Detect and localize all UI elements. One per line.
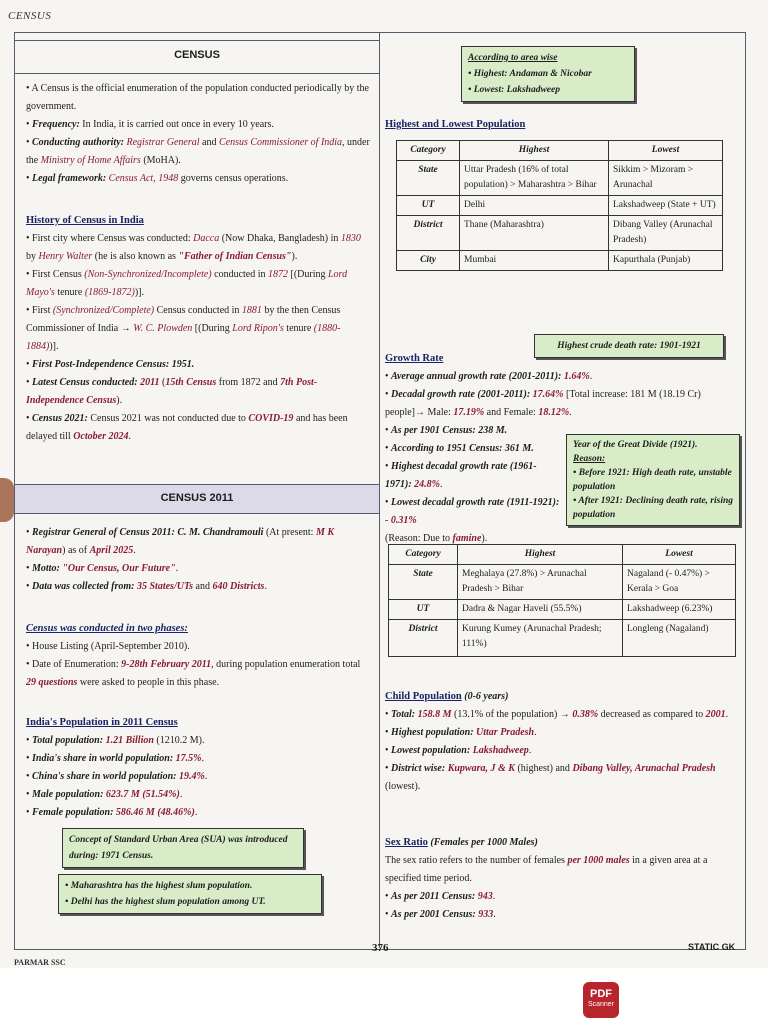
population-item: • Total population: 1.21 Billion (1210.2 M). bbox=[26, 735, 205, 746]
area-wise-note: According to area wise • Highest: Andaman & Nicobar • Lowest: Lakshadweep bbox=[461, 46, 635, 102]
child-item: • District wise: Kupwara, J & K (highest) and Dibang Valley, Arunachal Pradesh (lowest). bbox=[385, 763, 716, 792]
slum-note: • Maharashtra has the highest slum population. • Delhi has the highest slum population among UT. bbox=[58, 874, 322, 914]
history-section bbox=[26, 212, 372, 446]
table-row: City Mumbai Kapurthala (Punjab) bbox=[397, 251, 723, 271]
growth-item: • According to 1951 Census: 361 M. bbox=[385, 443, 534, 454]
table-row: UT Delhi Lakshadweep (State + UT) bbox=[397, 196, 723, 216]
growth-item: • As per 1901 Census: 238 M. bbox=[385, 425, 508, 436]
child-item: • Lowest population: Lakshadweep. bbox=[385, 745, 532, 756]
sex-ratio-item: The sex ratio refers to the number of females per 1000 males in a given area at a specified time period. bbox=[385, 855, 708, 884]
population-section bbox=[26, 714, 372, 822]
census-2011-item: • Registrar General of Census 2011: C. M. Chandramouli (At present: M K Narayan) as of April 2025. bbox=[26, 527, 335, 556]
table-header: Highest bbox=[460, 141, 609, 161]
population-item: • China's share in world population: 19.4%. bbox=[26, 771, 208, 782]
census-header: CENSUS bbox=[14, 40, 380, 74]
thumb-shadow bbox=[0, 478, 14, 522]
history-item: • First Post-Independence Census: 1951. bbox=[26, 359, 195, 370]
census-2011-facts bbox=[26, 524, 372, 596]
child-item: • Total: 158.8 M (13.1% of the population) → 0.38% decreased as compared to 2001. bbox=[385, 709, 729, 720]
population-item: • India's share in world population: 17.5%. bbox=[26, 753, 205, 764]
child-population-section bbox=[385, 688, 741, 796]
table-row: District Kurung Kumey (Arunachal Pradesh; 111%) Longleng (Nagaland) bbox=[389, 620, 736, 657]
table-header: Lowest bbox=[609, 141, 723, 161]
phase-item: • House Listing (April-September 2010). bbox=[26, 641, 190, 652]
growth-title: Growth Rate bbox=[385, 353, 444, 364]
history-item: • Census 2021: Census 2021 was not conducted due to COVID-19 and has been delayed till October 2024. bbox=[26, 413, 348, 442]
history-item: • Latest Census conducted: 2011 (15th Census from 1872 and 7th Post-Independence Census). bbox=[26, 377, 318, 406]
crude-death-note: Highest crude death rate: 1901-1921 bbox=[534, 334, 724, 358]
pdf-scanner-logo: PDF Scanner bbox=[583, 982, 619, 1018]
great-divide-note: Year of the Great Divide (1921). Reason: • Before 1921: High death rate, unstable population • After 1921: Declining death rate, rising population bbox=[566, 434, 740, 526]
sex-ratio-item: • As per 2001 Census: 933. bbox=[385, 909, 496, 920]
page-number: 376 bbox=[372, 942, 389, 954]
phases-section bbox=[26, 620, 372, 692]
population-item: • Female population: 586.46 M (48.46%). bbox=[26, 807, 198, 818]
sex-ratio-section bbox=[385, 834, 741, 924]
sex-ratio-item: • As per 2011 Census: 943. bbox=[385, 891, 496, 902]
census-intro bbox=[26, 80, 372, 188]
table-header: Category bbox=[389, 545, 458, 565]
growth-table bbox=[388, 544, 736, 657]
history-item: • First (Synchronized/Complete) Census conducted in 1881 by the then Census Commissioner of India → W. C. Plowden [(During Lord Ripon's tenure (1880-1884))]. bbox=[26, 305, 341, 352]
intro-item: • Frequency: In India, it is carried out once in every 10 years. bbox=[26, 119, 274, 130]
growth-item: • Average annual growth rate (2001-2011): 1.64%. bbox=[385, 371, 593, 382]
population-table bbox=[396, 140, 723, 271]
intro-item: • Legal framework: Census Act, 1948 governs census operations. bbox=[26, 173, 289, 184]
intro-item: • A Census is the official enumeration of the population conducted periodically by the government. bbox=[26, 83, 369, 112]
highest-lowest-title: Highest and Lowest Population bbox=[385, 119, 526, 130]
phases-title: Census was conducted in two phases: bbox=[26, 623, 188, 634]
child-item: • Highest population: Uttar Pradesh. bbox=[385, 727, 537, 738]
phase-item: • Date of Enumeration: 9-28th February 2011, during population enumeration total 29 questions were asked to people in this phase. bbox=[26, 659, 361, 688]
growth-item: • Highest decadal growth rate (1961-1971): 24.8%. bbox=[385, 461, 537, 490]
table-row: State Meghalaya (27.8%) > Arunachal Pradesh > Bihar Nagaland (- 0.47%) > Kerala > Goa bbox=[389, 565, 736, 600]
population-title: India's Population in 2011 Census bbox=[26, 717, 178, 728]
census-2011-item: • Motto: "Our Census, Our Future". bbox=[26, 563, 179, 574]
history-item: • First Census (Non-Synchronized/Incomplete) conducted in 1872 [(During Lord Mayo's tenure (1869-1872))]. bbox=[26, 269, 348, 298]
highest-lowest-title-wrap bbox=[385, 116, 741, 134]
population-item: • Male population: 623.7 M (51.54%). bbox=[26, 789, 183, 800]
sex-ratio-title: Sex Ratio (Females per 1000 Males) bbox=[385, 837, 538, 848]
history-title: History of Census in India bbox=[26, 215, 144, 226]
history-item: • First city where Census was conducted: Dacca (Now Dhaka, Bangladesh) in 1830 by Henry Walter (he is also known as "Father of Indian Census"). bbox=[26, 233, 361, 262]
growth-item: • Lowest decadal growth rate (1911-1921): - 0.31% bbox=[385, 497, 560, 526]
publisher-label: PARMAR SSC bbox=[14, 958, 66, 966]
growth-item: (Reason: Due to famine). bbox=[385, 533, 488, 544]
table-row: State Uttar Pradesh (16% of total population) > Maharashtra > Bihar Sikkim > Mizoram > Arunachal bbox=[397, 161, 723, 196]
census-2011-item: • Data was collected from: 35 States/UTs and 640 Districts. bbox=[26, 581, 267, 592]
intro-item: • Conducting authority: Registrar General and Census Commissioner of India, under the Ministry of Home Affairs (MoHA). bbox=[26, 137, 370, 166]
child-title: Child Population (0-6 years) bbox=[385, 691, 509, 702]
running-head: CENSUS bbox=[8, 10, 52, 22]
table-row: District Thane (Maharashtra) Dibang Valley (Arunachal Pradesh) bbox=[397, 216, 723, 251]
table-row: UT Dadra & Nagar Haveli (55.5%) Lakshadweep (6.23%) bbox=[389, 600, 736, 620]
table-header: Highest bbox=[458, 545, 623, 565]
census-2011-header: CENSUS 2011 bbox=[14, 484, 380, 514]
table-header: Lowest bbox=[623, 545, 736, 565]
table-header: Category bbox=[397, 141, 460, 161]
footer-label: STATIC GK bbox=[688, 942, 736, 952]
growth-item: • Decadal growth rate (2001-2011): 17.64% [Total increase: 181 M (18.19 Cr) people]→ Male: 17.19% and Female: 18.12%. bbox=[385, 389, 701, 418]
sua-note: Concept of Standard Urban Area (SUA) was introduced during: 1971 Census. bbox=[62, 828, 304, 868]
